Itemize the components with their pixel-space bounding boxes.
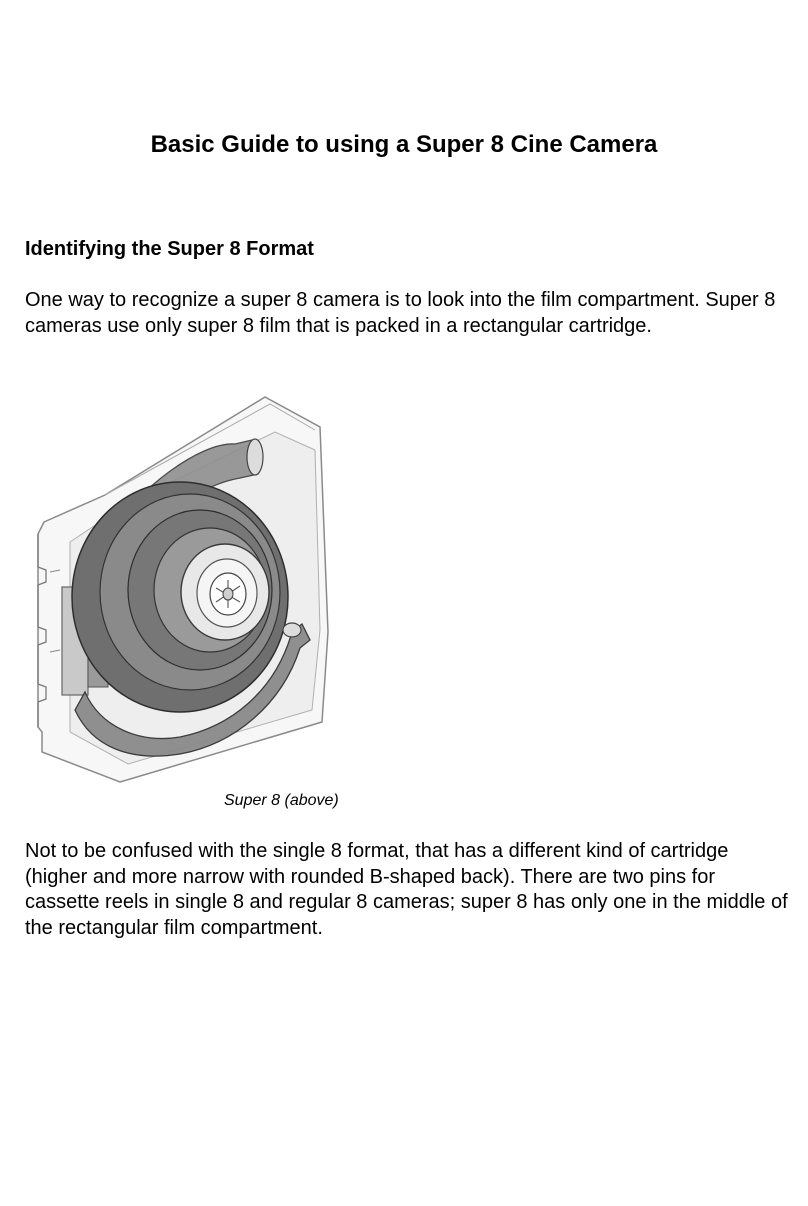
cartridge-figure [30, 392, 340, 784]
figure-caption: Super 8 (above) [224, 792, 339, 809]
comparison-paragraph: Not to be confused with the single 8 format, that has a different kind of cartridge (higher and more narrow with rounded B-shaped back). There are two pins for cassette reels in single 8 and regular 8 cameras; super 8 has only one in the middle of the rectangular film compartment. [25, 840, 788, 939]
super-8-cartridge-illustration [30, 392, 340, 784]
section-heading: Identifying the Super 8 Format [25, 238, 314, 260]
intro-paragraph: One way to recognize a super 8 camera is to look into the film compartment. Super 8 cameras use only super 8 film that is packed in a rectangular cartridge. [25, 289, 776, 337]
page-title: Basic Guide to using a Super 8 Cine Camera [150, 131, 658, 158]
